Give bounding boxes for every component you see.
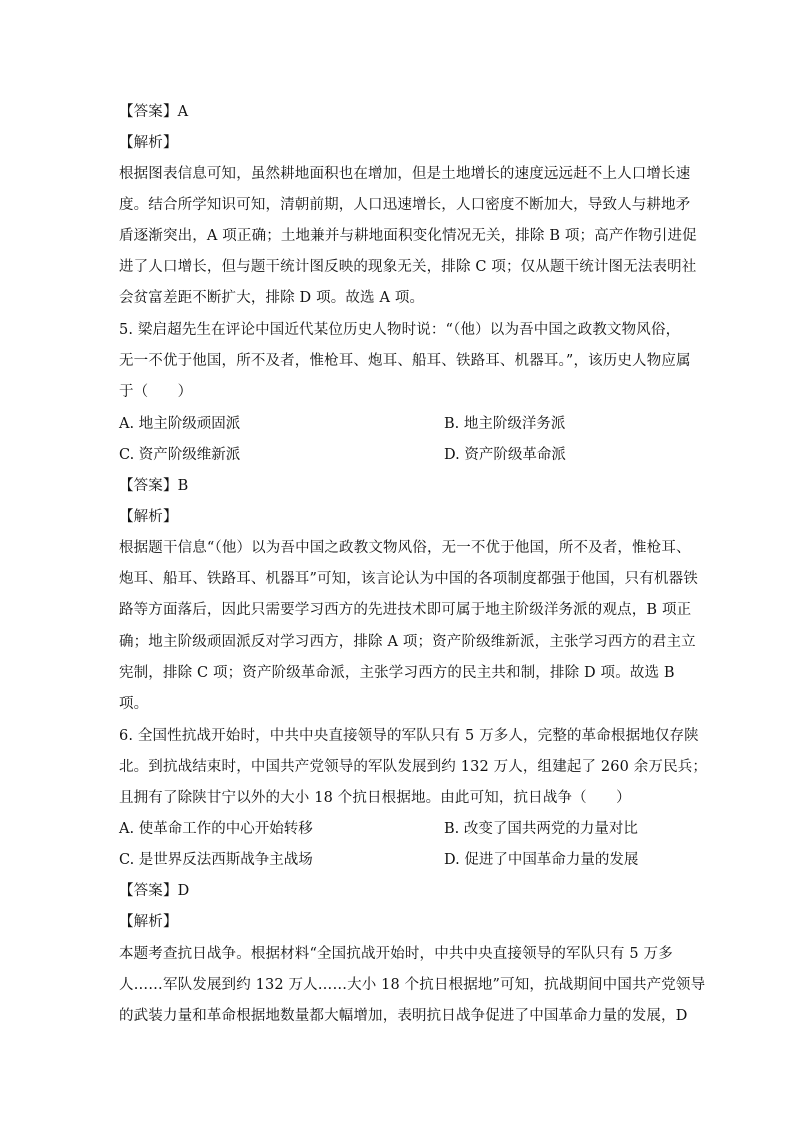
q5-option-d: D. 资产阶级革命派 — [444, 447, 566, 463]
q4-analysis-line: 进了人口增长，但与题干统计图反映的现象无关，排除 C 项；仅从题干统计图无法表明社 — [119, 259, 697, 275]
q5-analysis-line: 根据题干信息“（他）以为吾中国之政教文物风俗，无一不优于他国，所不及者，惟枪耳、 — [119, 540, 691, 556]
q4-analysis-line: 会贫富差距不断扩大，排除 D 项。故选 A 项。 — [119, 290, 425, 306]
q5-option-b: B. 地主阶级洋务派 — [444, 416, 566, 432]
q5-stem-line: 无一不优于他国，所不及者，惟枪耳、炮耳、船耳、铁路耳、机器耳。”，该历史人物应属 — [119, 353, 691, 369]
q6-stem-line: 北。到抗战结束时，中国共产党领导的军队发展到约 132 万人，组建起了 260 余万民兵； — [119, 759, 708, 775]
q5-analysis-line: 路等方面落后，因此只需要学习西方的先进技术即可属于地主阶级洋务派的观点，B 项正 — [119, 602, 692, 618]
q6-option-d: D. 促进了中国革命力量的发展 — [444, 852, 639, 868]
q5-stem-line: 于（ ） — [119, 384, 193, 400]
q6-option-a: A. 使革命工作的中心开始转移 — [119, 821, 313, 837]
q4-answer: 【答案】A — [119, 104, 189, 120]
q5-analysis-line: 宪制，排除 C 项；资产阶级革命派，主张学习西方的民主共和制，排除 D 项。故选 B — [119, 665, 675, 681]
q6-answer: 【答案】D — [119, 883, 190, 899]
q6-analysis-line: 人……军队发展到约 132 万人……大小 18 个抗日根据地”可知，抗战期间中国共产党领导 — [119, 977, 706, 993]
q5-option-c: C. 资产阶级维新派 — [119, 447, 241, 463]
q6-option-b: B. 改变了国共两党的力量对比 — [444, 821, 638, 837]
q5-answer: 【答案】B — [119, 478, 189, 494]
q6-stem-line: 且拥有了除陕甘宁以外的大小 18 个抗日根据地。由此可知，抗日战争（ ） — [119, 790, 631, 806]
q6-option-c: C. 是世界反法西斯战争主战场 — [119, 852, 313, 868]
q6-analysis-line: 本题考查抗日战争。根据材料“全国抗战开始时，中共中央直接领导的军队只有 5 万多 — [119, 946, 673, 962]
q5-analysis-line: 炮耳、船耳、铁路耳、机器耳”可知，该言论认为中国的各项制度都强于他国，只有机器铁 — [119, 571, 698, 587]
q5-option-a: A. 地主阶级顽固派 — [119, 416, 241, 432]
q5-stem-line: 5. 梁启超先生在评论中国近代某位历史人物时说：“（他）以为吾中国之政教文物风俗， — [119, 322, 681, 338]
q5-analysis-line: 项。 — [119, 696, 149, 712]
q4-analysis-line: 盾逐渐突出，A 项正确；土地兼并与耕地面积变化情况无关，排除 B 项；高产作物引进促 — [119, 228, 697, 244]
q6-stem-line: 6. 全国性抗战开始时，中共中央直接领导的军队只有 5 万多人，完整的革命根据地仅存陕 — [119, 728, 699, 744]
q4-analysis-line: 根据图表信息可知，虽然耕地面积也在增加，但是土地增长的速度远远赶不上人口增长速 — [119, 166, 691, 182]
q5-analysis-label: 【解析】 — [119, 509, 178, 525]
q5-analysis-line: 确；地主阶级顽固派反对学习西方，排除 A 项；资产阶级维新派，主张学习西方的君主立 — [119, 634, 696, 650]
q4-analysis-line: 度。结合所学知识可知，清朝前期，人口迅速增长，人口密度不断加大，导致人与耕地矛 — [119, 197, 691, 213]
q6-analysis-line: 的武装力量和革命根据地数量都大幅增加，表明抗日战争促进了中国革命力量的发展，D — [119, 1008, 688, 1024]
q6-analysis-label: 【解析】 — [119, 914, 178, 930]
q4-analysis-label: 【解析】 — [119, 135, 178, 151]
